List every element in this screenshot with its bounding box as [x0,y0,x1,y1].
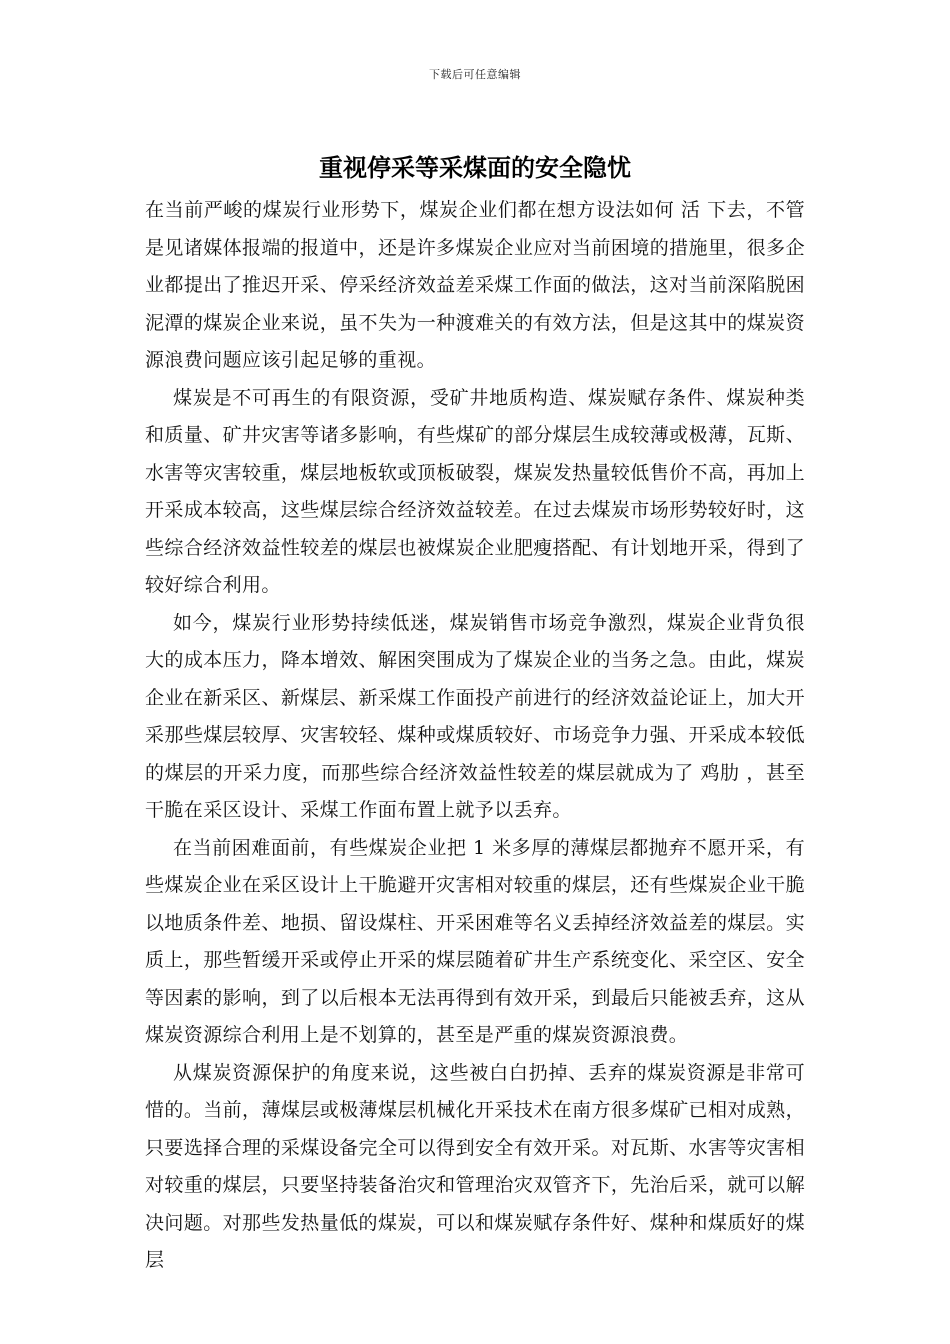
header-note: 下载后可任意编辑 [429,68,521,81]
paragraph-4: 在当前困难面前，有些煤炭企业把 1 米多厚的薄煤层都抛弃不愿开采，有些煤炭企业在采区设计上干脆避开灾害相对较重的煤层，还有些煤炭企业干脆以地质条件差、地损、留设煤柱、开采困难等名义丢掉经济效益差的煤层。实质上，那些暂缓开采或停止开采的煤层随着矿井生产系统变化、采空区、安全等因素的影响，到了以后根本无法再得到有效开采，到最后只能被丢弃，这从煤炭资源综合利用上是不划算的，甚至是严重的煤炭资源浪费。 [145,836,805,1046]
document-title: 重视停采等采煤面的安全隐忧 [319,154,631,182]
paragraph-2: 煤炭是不可再生的有限资源，受矿井地质构造、煤炭赋存条件、煤炭种类和质量、矿井灾害等诸多影响，有些煤矿的部分煤层生成较薄或极薄，瓦斯、水害等灾害较重，煤层地板软或顶板破裂，煤炭发热量较低售价不高，再加上开采成本较高，这些煤层综合经济效益较差。在过去煤炭市场形势较好时，这些综合经济效益性较差的煤层也被煤炭企业肥瘦搭配、有计划地开采，得到了较好综合利用。 [145,386,805,596]
paragraph-5: 从煤炭资源保护的角度来说，这些被白白扔掉、丢弃的煤炭资源是非常可惜的。当前，薄煤层或极薄煤层机械化开采技术在南方很多煤矿已相对成熟，只要选择合理的采煤设备完全可以得到安全有效开采。对瓦斯、水害等灾害相对较重的煤层，只要坚持装备治灾和管理治灾双管齐下，先治后采，就可以解决问题。对那些发热量低的煤炭，可以和煤炭赋存条件好、煤种和煤质好的煤层 [145,1061,805,1271]
paragraph-3: 如今，煤炭行业形势持续低迷，煤炭销售市场竞争激烈，煤炭企业背负很大的成本压力，降本增效、解困突围成为了煤炭企业的当务之急。由此，煤炭企业在新采区、新煤层、新采煤工作面投产前进行的经济效益论证上，加大开采那些煤层较厚、灾害较轻、煤种或煤质较好、市场竞争力强、开采成本较低的煤层的开采力度，而那些综合经济效益性较差的煤层就成为了 鸡肋 ，甚至干脆在采区设计、采煤工作面布置上就予以丢弃。 [145,611,805,821]
document-body [145,192,805,1280]
paragraph-1: 在当前严峻的煤炭行业形势下，煤炭企业们都在想方设法如何 活 下去，不管是见诸媒体报端的报道中，还是许多煤炭企业应对当前困境的措施里，很多企业都提出了推迟开采、停采经济效益差采煤工作面的做法，这对当前深陷脱困泥潭的煤炭企业来说，虽不失为一种渡难关的有效方法，但是这其中的煤炭资源浪费问题应该引起足够的重视。 [145,199,805,371]
